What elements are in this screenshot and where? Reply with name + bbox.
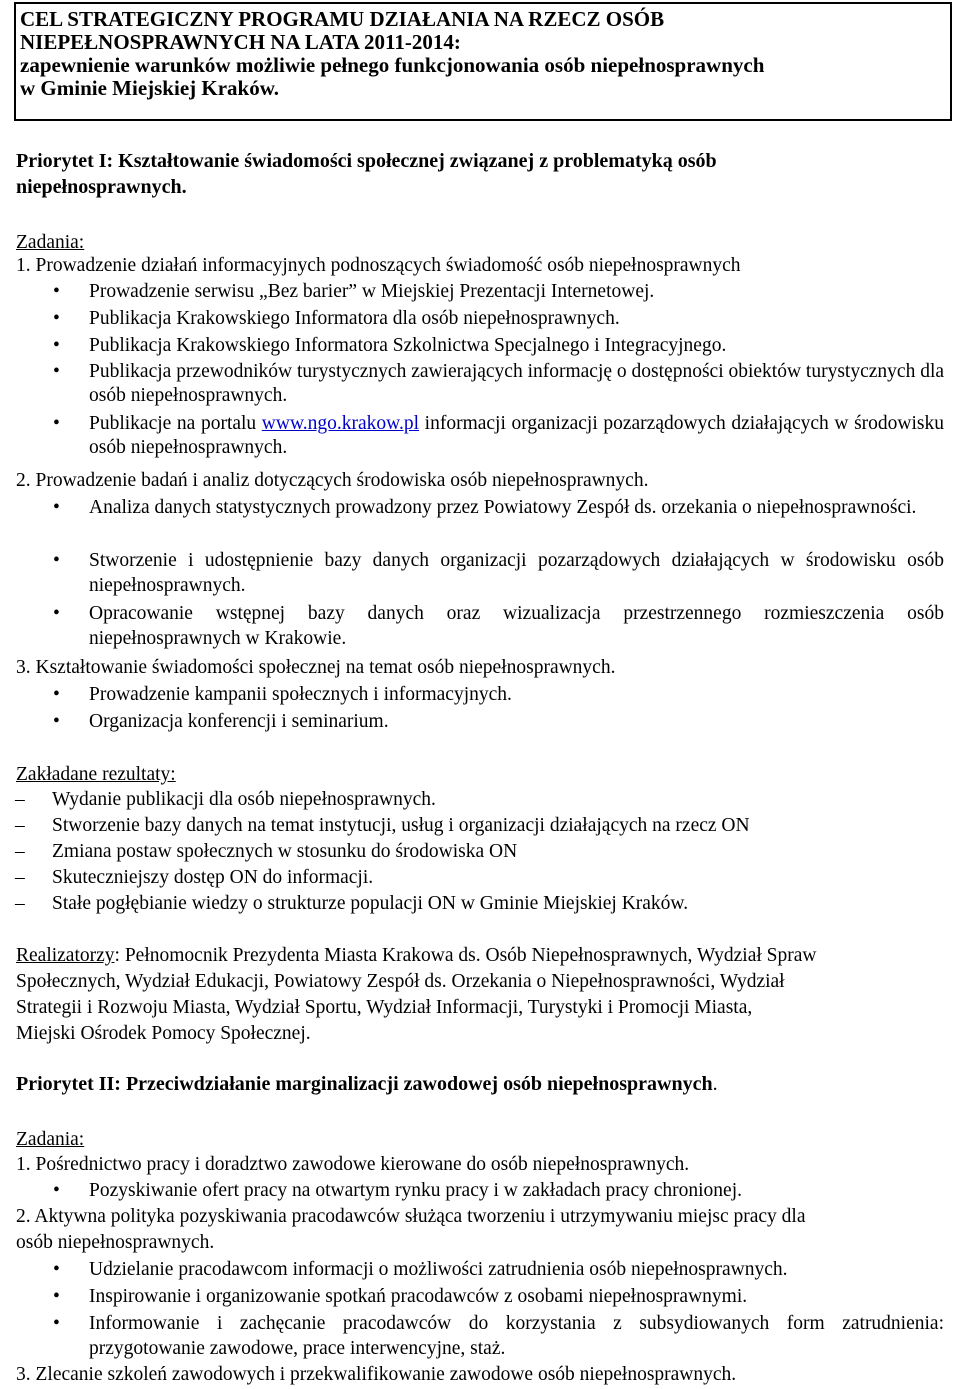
list-item: • Publikacja Krakowskiego Informatora dla osób niepełnosprawnych. (53, 308, 620, 329)
list-item: • Prowadzenie kampanii społecznych i informacyjnych. (53, 684, 512, 705)
bullet-icon: • (53, 335, 60, 356)
list-item: – Skuteczniejszy dostęp ON do informacji. (15, 867, 374, 888)
title-line: CEL STRATEGICZNY PROGRAMU DZIAŁANIA NA RZECZ OSÓB (20, 7, 665, 31)
task-3: 3. Kształtowanie świadomości społecznej na temat osób niepełnosprawnych. (16, 657, 616, 678)
priority-1-heading: Priorytet I: Kształtowanie świadomości społecznej związanej z problematyką osób (16, 150, 717, 172)
dash-icon: – (15, 815, 25, 836)
task-2: 2. Aktywna polityka pozyskiwania pracodawców służąca tworzeniu i utrzymywaniu miejsc pracy dla (16, 1206, 806, 1227)
list-item: • Informowanie i zachęcanie pracodawców do korzystania z subsydiowanych form zatrudnienia: przygotowanie zawodowe, prace interwencyjne, staż. (53, 1313, 944, 1359)
list-item: • Analiza danych statystycznych prowadzony przez Powiatowy Zespół ds. orzekania o niepełnosprawności. (53, 497, 917, 518)
dash-icon: – (15, 893, 25, 914)
implementers-line: Miejski Ośrodek Pomocy Społecznej. (16, 1023, 311, 1044)
results-list (0, 787, 960, 917)
task-1-list (0, 279, 960, 464)
tasks-label: Zadania: (16, 1129, 85, 1150)
bullet-icon: • (53, 1313, 60, 1334)
bullet-icon: • (53, 1180, 60, 1201)
task-2-list (0, 495, 960, 654)
title-line: NIEPEŁNOSPRAWNYCH NA LATA 2011-2014: (20, 30, 461, 54)
priority-2-heading: Priorytet II: Przeciwdziałanie marginalizacji zawodowej osób niepełnosprawnych. (16, 1073, 718, 1095)
implementers-line: Strategii i Rozwoju Miasta, Wydział Sportu, Wydział Informacji, Turystyki i Promocji Miasta, (16, 997, 753, 1018)
priority-1-heading-cont: niepełnosprawnych. (16, 176, 187, 198)
list-item: • Opracowanie wstępnej bazy danych oraz wizualizacja przestrzennego rozmieszczenia osób niepełnosprawnych w Krakowie. (53, 603, 944, 649)
list-item: • Stworzenie i udostępnienie bazy danych organizacji pozarządowych działających w środowisku osób niepełnosprawnych. (53, 550, 944, 596)
results-label: Zakładane rezultaty: (16, 764, 176, 785)
bullet-icon: • (53, 1259, 60, 1280)
list-item: • Pozyskiwanie ofert pracy na otwartym rynku pracy i w zakładach pracy chronionej. (53, 1180, 743, 1201)
bullet-icon: • (53, 497, 60, 518)
dash-icon: – (15, 867, 25, 888)
task-3: 3. Zlecanie szkoleń zawodowych i przekwalifikowanie zawodowe osób niepełnosprawnych. (16, 1364, 737, 1385)
bullet-icon: • (53, 603, 60, 624)
list-item: – Stałe pogłębianie wiedzy o strukturze populacji ON w Gminie Miejskiej Kraków. (15, 893, 689, 914)
bullet-icon: • (53, 281, 60, 302)
implementers-line: Społecznych, Wydział Edukacji, Powiatowy Zespół ds. Orzekania o Niepełnosprawności, Wydział (16, 971, 785, 992)
task-1-list (0, 1178, 960, 1205)
list-item: • Publikacja przewodników turystycznych zawierających informację o dostępności obiektów turystycznych dla osób niepełnosprawnych. (53, 361, 945, 406)
dash-icon: – (15, 841, 25, 862)
implementers-label: Realizatorzy (16, 945, 115, 966)
task-1: 1. Prowadzenie działań informacyjnych podnoszących świadomość osób niepełnosprawnych (16, 255, 741, 276)
task-2-list (0, 1257, 960, 1363)
tasks-label: Zadania: (16, 232, 85, 253)
list-item: • Organizacja konferencji i seminarium. (53, 711, 389, 732)
list-item: • Publikacja Krakowskiego Informatora Szkolnictwa Specjalnego i Integracyjnego. (53, 335, 727, 356)
list-item: • Prowadzenie serwisu „Bez barier” w Miejskiej Prezentacji Internetowej. (53, 281, 655, 302)
title-line: zapewnienie warunków możliwie pełnego funkcjonowania osób niepełnosprawnych (20, 53, 765, 77)
list-item: • Publikacje na portalu www.ngo.krakow.pl informacji organizacji pozarządowych działających w środowisku osób niepełnosprawnych. (53, 413, 944, 458)
ngo-portal-link[interactable]: www.ngo.krakow.pl (261, 413, 420, 434)
task-3-list (0, 682, 960, 736)
list-item: • Inspirowanie i organizowanie spotkań pracodawców z osobami niepełnosprawnymi. (53, 1286, 748, 1307)
bullet-icon: • (53, 361, 60, 382)
bullet-icon: • (53, 1286, 60, 1307)
implementers: Realizatorzy: Pełnomocnik Prezydenta Miasta Krakowa ds. Osób Niepełnosprawnych, Wydział Spraw (16, 945, 817, 966)
title-line: w Gminie Miejskiej Kraków. (20, 76, 279, 100)
bullet-icon: • (53, 308, 60, 329)
dash-icon: – (15, 789, 25, 810)
list-item: – Wydanie publikacji dla osób niepełnosprawnych. (15, 789, 436, 810)
strategic-goal-box (14, 2, 952, 121)
list-item: – Zmiana postaw społecznych w stosunku do środowiska ON (15, 841, 518, 862)
bullet-icon: • (53, 413, 60, 434)
bullet-icon: • (53, 684, 60, 705)
bullet-icon: • (53, 550, 60, 571)
bullet-icon: • (53, 711, 60, 732)
list-item: • Udzielanie pracodawcom informacji o możliwości zatrudnienia osób niepełnosprawnych. (53, 1259, 788, 1280)
list-item: – Stworzenie bazy danych na temat instytucji, usług i organizacji działających na rzecz ON (15, 815, 750, 836)
task-2: 2. Prowadzenie badań i analiz dotyczących środowiska osób niepełnosprawnych. (16, 470, 649, 491)
task-2-cont: osób niepełnosprawnych. (16, 1232, 215, 1253)
task-1: 1. Pośrednictwo pracy i doradztwo zawodowe kierowane do osób niepełnosprawnych. (16, 1154, 690, 1175)
